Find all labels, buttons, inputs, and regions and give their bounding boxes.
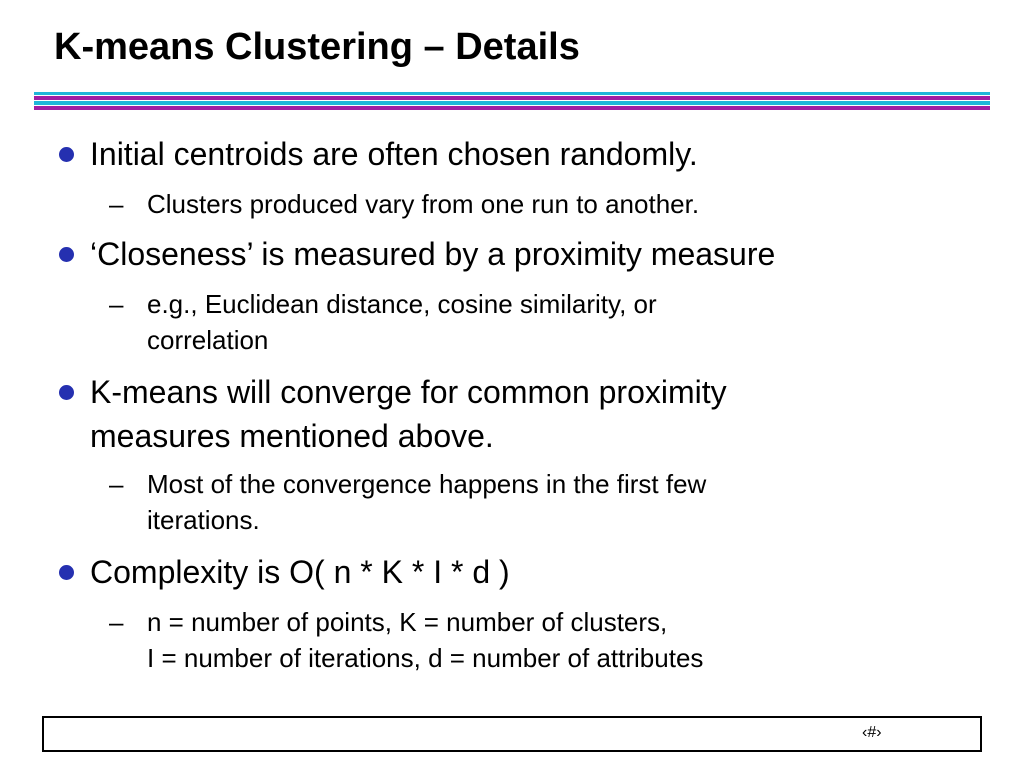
dash-icon: –	[109, 607, 124, 637]
sub-bullet-text: Clusters produced vary from one run to another.	[147, 189, 700, 219]
bullet-text: Complexity is O( n * K * I * d )	[90, 554, 510, 590]
slide-number: ‹#›	[862, 724, 882, 741]
bullet-item	[90, 370, 990, 458]
sub-bullet-line: iterations.	[147, 505, 260, 535]
bullet-dot-icon	[59, 565, 74, 580]
bullet-dot-icon	[59, 147, 74, 162]
dash-icon: –	[109, 469, 124, 499]
bullet-item	[90, 550, 990, 594]
bullet-dot-icon	[59, 385, 74, 400]
sub-bullet-item	[109, 186, 907, 222]
sub-bullet-line: I = number of iterations, d = number of attributes	[147, 643, 704, 673]
dash-icon: –	[109, 289, 124, 319]
bullet-dot-icon	[59, 247, 74, 262]
dash-icon: –	[109, 189, 124, 219]
slide-title: K-means Clustering – Details	[54, 26, 580, 68]
bullet-line: measures mentioned above.	[90, 418, 494, 454]
sub-bullet-item	[109, 604, 907, 676]
bullet-item	[90, 232, 990, 276]
bullet-text: Initial centroids are often chosen randomly.	[90, 136, 698, 172]
sub-bullet-item	[109, 286, 907, 358]
bullet-item	[90, 132, 990, 176]
bullet-text: ‘Closeness’ is measured by a proximity measure	[90, 236, 776, 272]
sub-bullet-line: e.g., Euclidean distance, cosine similarity, or	[147, 289, 657, 319]
sub-bullet-item	[109, 466, 907, 538]
sub-bullet-line: correlation	[147, 325, 269, 355]
sub-bullet-line: n = number of points, K = number of clusters,	[147, 607, 668, 637]
bullet-line: K-means will converge for common proximity	[90, 374, 727, 410]
sub-bullet-line: Most of the convergence happens in the first few	[147, 469, 707, 499]
footer-box	[42, 716, 982, 752]
